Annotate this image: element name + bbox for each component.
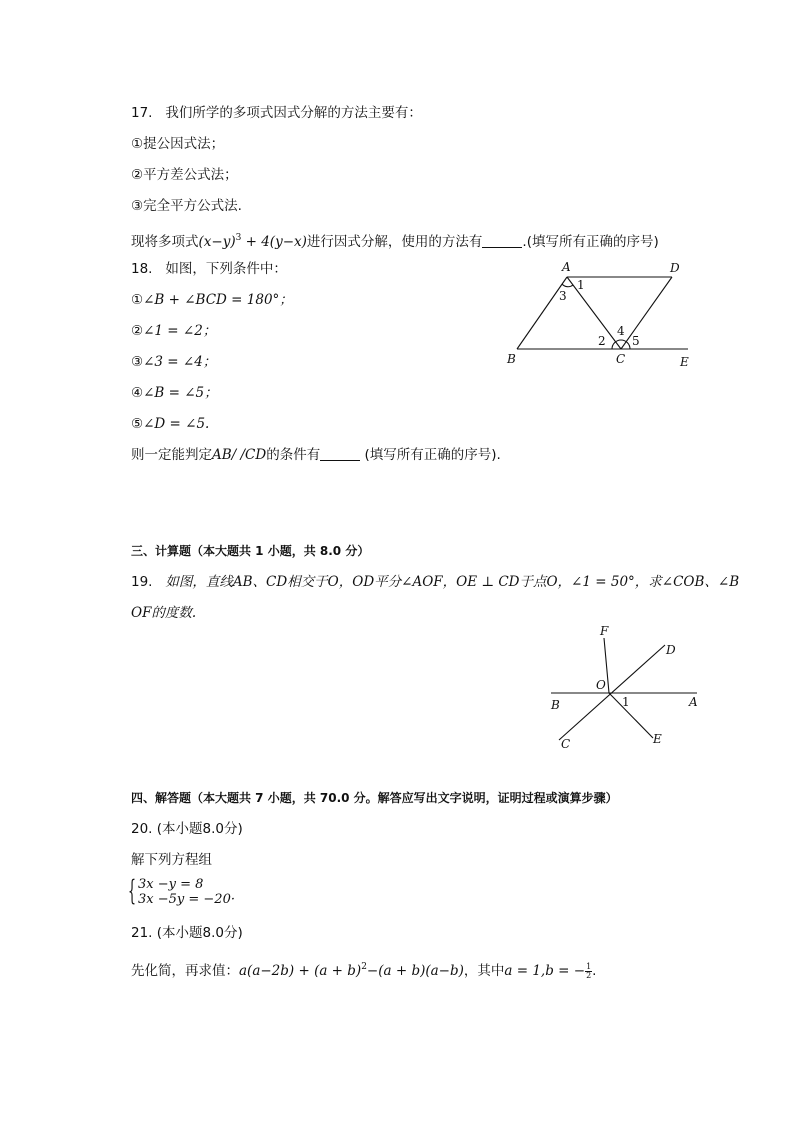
q17-method-3: ③完全平方公式法.	[131, 198, 242, 214]
segment-AB	[517, 277, 567, 349]
label-D: D	[666, 643, 676, 657]
q20-header: 20. (本小题8.0分)	[131, 821, 243, 837]
q18-condition-5: ⑤∠D = ∠5.	[131, 416, 210, 432]
label-2: 2	[598, 334, 606, 348]
label-O: O	[596, 678, 606, 692]
q19-intersecting-lines-figure	[545, 620, 705, 755]
label-A: A	[562, 260, 571, 274]
label-B: B	[507, 352, 516, 366]
label-A: A	[689, 695, 698, 709]
q19-line-2: OF的度数.	[131, 605, 197, 621]
q20-equation-2: 3x −5y = −20·	[138, 892, 235, 907]
q21-header: 21. (本小题8.0分)	[131, 925, 243, 941]
q17-number: 17.	[131, 105, 153, 121]
segment-DC	[621, 277, 672, 349]
q19-number: 19.	[131, 574, 153, 590]
q18-condition-2: ②∠1 = ∠2；	[131, 323, 217, 339]
q18-condition-1: ①∠B + ∠BCD = 180°；	[131, 292, 293, 308]
label-4: 4	[617, 324, 625, 338]
q18-answer-blank[interactable]	[320, 447, 360, 461]
q17-expr-a: (x−y)	[198, 234, 236, 250]
q17-expr-b: + 4(y−x)	[241, 234, 307, 250]
q18-conclusion-expr: AB/ /CD	[212, 447, 267, 463]
q17-stem-text: 我们所学的多项式因式分解的方法主要有：	[165, 105, 422, 121]
q20-system-brace: {	[128, 874, 137, 907]
label-D: D	[670, 261, 680, 275]
q18-number: 18.	[131, 261, 153, 277]
q17-method-1: ①提公因式法；	[131, 136, 225, 152]
ray-OE	[609, 693, 653, 738]
q19-line-1: 19. 如图，直线AB、CD相交于O，OD平分∠AOF，OE ⊥ CD于点O，∠1 = 50°，求∠COB、∠B	[131, 574, 740, 590]
section-3-title: 三、计算题（本大题共 1 小题，共 8.0 分）	[131, 544, 370, 558]
label-E: E	[680, 355, 689, 369]
q18-condition-3: ③∠3 = ∠4；	[131, 354, 217, 370]
angle-arc-A	[562, 284, 573, 287]
q21-fraction: $\frac{1}{2}$	[586, 961, 592, 980]
label-C: C	[616, 352, 626, 366]
q20-equation-1: 3x −y = 8	[138, 877, 204, 892]
q18-conclusion: 则一定能判定AB/ /CD的条件有 (填写所有正确的序号).	[131, 447, 501, 463]
q21-problem: 先化简，再求值：$a(a-2b) + (a + b)^2-(a + b)(a-b)$，其中a = 1,b = − $\frac{1}{2}$ .	[131, 961, 597, 980]
q17-answer-blank[interactable]	[482, 234, 522, 248]
q17-stem	[131, 104, 422, 122]
label-3: 3	[559, 289, 567, 303]
label-5: 5	[632, 334, 640, 348]
label-F: F	[600, 624, 609, 638]
section-4-title: 四、解答题（本大题共 7 小题，共 70.0 分。解答应写出文字说明，证明过程或演算步骤）	[131, 791, 618, 805]
label-B: B	[551, 698, 560, 712]
label-1: 1	[577, 278, 585, 292]
q18-parallelogram-figure	[500, 255, 700, 375]
q17-method-2: ②平方差公式法；	[131, 167, 238, 183]
q17-prompt: 现将多项式$(x-y)^3 + 4(y-x)$进行因式分解，使用的方法有 .(填写所有正确的序号)	[131, 233, 659, 250]
q20-instruction: 解下列方程组	[131, 852, 212, 868]
q18-condition-4: ④∠B = ∠5；	[131, 385, 218, 401]
label-1: 1	[622, 695, 630, 709]
label-E: E	[653, 732, 662, 746]
q18-stem: 18. 如图，下列条件中：	[131, 261, 287, 277]
segment-AC	[567, 277, 621, 349]
label-C: C	[561, 737, 571, 751]
